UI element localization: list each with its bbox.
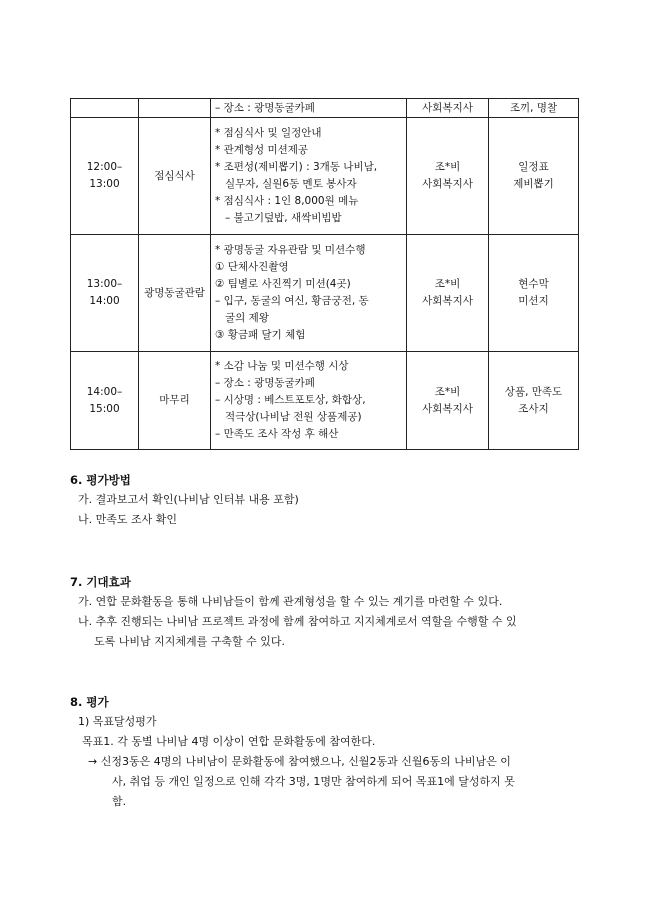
section-evaluation-method: [70, 470, 299, 530]
content-line: 적극상(나비남 전원 상품제공): [225, 411, 362, 423]
content-line: * 관계형성 미션제공: [215, 144, 309, 156]
content-line: * 점심식사 및 일정안내: [215, 127, 322, 139]
content-cell: [211, 352, 407, 450]
note-line: 미션지: [518, 295, 549, 307]
section-title: 8. 평가: [70, 695, 109, 709]
content-line: – 만족도 조사 작성 후 해산: [215, 428, 339, 440]
content-line: * 점심식사 : 1인 8,000원 메뉴: [215, 195, 359, 207]
time-end: 15:00: [89, 402, 120, 415]
list-item: 나. 추후 진행되는 나비남 프로젝트 과정에 함께 참여하고 지지체계로서 역할을 수행할 수 있: [78, 615, 517, 628]
time-end: 14:00: [89, 295, 120, 307]
section-title: 7. 기대효과: [70, 575, 131, 589]
time-end: 13:00: [89, 178, 120, 190]
staff-line: 조*비: [434, 161, 461, 173]
table-row: [71, 235, 579, 352]
table-row: [71, 118, 579, 235]
time-cell: [71, 235, 139, 352]
staff-line: 사회복지사: [422, 295, 473, 307]
staff-cell: [407, 118, 489, 235]
staff-line: 사회복지사: [422, 178, 473, 190]
list-item: 가. 결과보고서 확인(나비남 인터뷰 내용 포함): [78, 493, 299, 506]
content-line: ① 단체사진촬영: [215, 261, 289, 273]
staff-line: 사회복지사: [422, 402, 473, 415]
time-cell: [71, 352, 139, 450]
note-cell: [489, 99, 579, 118]
time-start: 13:00–: [86, 278, 123, 290]
program-cell: 마무리: [139, 352, 211, 450]
program-cell: 광명동굴관람: [139, 235, 211, 352]
note-line: 조사지: [518, 402, 549, 415]
list-item: 나. 만족도 조사 확인: [78, 513, 177, 526]
note-cell: [489, 235, 579, 352]
table-row: [71, 352, 579, 450]
section-expected-effect: [70, 572, 517, 652]
content-line: – 장소 : 광명동굴카페: [215, 377, 315, 389]
content-line: 굴의 제왕: [225, 312, 269, 324]
result-line: 사, 취업 등 개인 일정으로 인해 각각 3명, 1명만 참여하게 되어 목표1에 달성하지 못: [112, 775, 515, 788]
list-item: 가. 연합 문화활동을 통해 나비남들이 함께 관계형성을 할 수 있는 계기를 마련할 수 있다.: [78, 595, 503, 608]
staff-cell: [407, 235, 489, 352]
content-cell: [211, 99, 407, 118]
content-line: 실무자, 실원6동 멘토 봉사자: [225, 178, 357, 190]
note-cell: [489, 352, 579, 450]
note-line: 조끼, 명찰: [509, 101, 558, 114]
staff-cell: [407, 352, 489, 450]
note-line: 상품, 만족도: [504, 385, 563, 398]
content-cell: [211, 118, 407, 235]
schedule-table: [70, 98, 579, 450]
content-line: ② 팀별로 사진찍기 미션(4곳): [215, 278, 351, 290]
staff-line: 조*비: [434, 278, 461, 290]
result-line: → 신정3동은 4명의 나비남이 문화활동에 참여했으나, 신월2동과 신월6동의 나비남은 이: [88, 755, 511, 768]
section-title: 6. 평가방법: [70, 473, 131, 487]
note-line: 일정표: [518, 161, 549, 173]
program-cell: 점심식사: [139, 118, 211, 235]
subsection-title: 1) 목표달성평가: [78, 715, 157, 728]
section-evaluation: [70, 692, 515, 812]
staff-line: 조*비: [434, 385, 461, 398]
content-line: ③ 황금패 달기 체험: [215, 329, 306, 341]
content-line: * 조편성(제비뽑기) : 3개동 나비남,: [215, 161, 378, 173]
content-cell: [211, 235, 407, 352]
note-cell: [489, 118, 579, 235]
content-line: * 소감 나눔 및 미션수행 시상: [215, 360, 349, 372]
staff-cell: [407, 99, 489, 118]
time-start: 14:00–: [86, 385, 123, 398]
time-cell: [71, 99, 139, 118]
note-line: 제비뽑기: [513, 178, 554, 190]
goal-text: 목표1. 각 동별 나비남 4명 이상이 연합 문화활동에 참여한다.: [82, 735, 376, 748]
staff-line: 사회복지사: [422, 101, 473, 114]
content-line: – 장소 : 광명동굴카페: [215, 101, 315, 114]
content-line: – 시상명 : 베스트포토상, 화합상,: [215, 394, 366, 406]
content-line: – 불고기덮밥, 새싹비빔밥: [225, 212, 342, 224]
table-row: [71, 99, 579, 118]
content-line: * 광명동굴 자유관람 및 미션수행: [215, 244, 366, 256]
time-start: 12:00–: [86, 161, 123, 173]
list-item-continued: 도록 나비남 지지체계를 구축할 수 있다.: [94, 635, 285, 648]
note-line: 현수막: [518, 278, 549, 290]
result-line: 함.: [112, 795, 127, 808]
program-cell: [139, 99, 211, 118]
time-cell: [71, 118, 139, 235]
content-line: – 입구, 동굴의 여신, 황금궁전, 동: [215, 295, 369, 307]
